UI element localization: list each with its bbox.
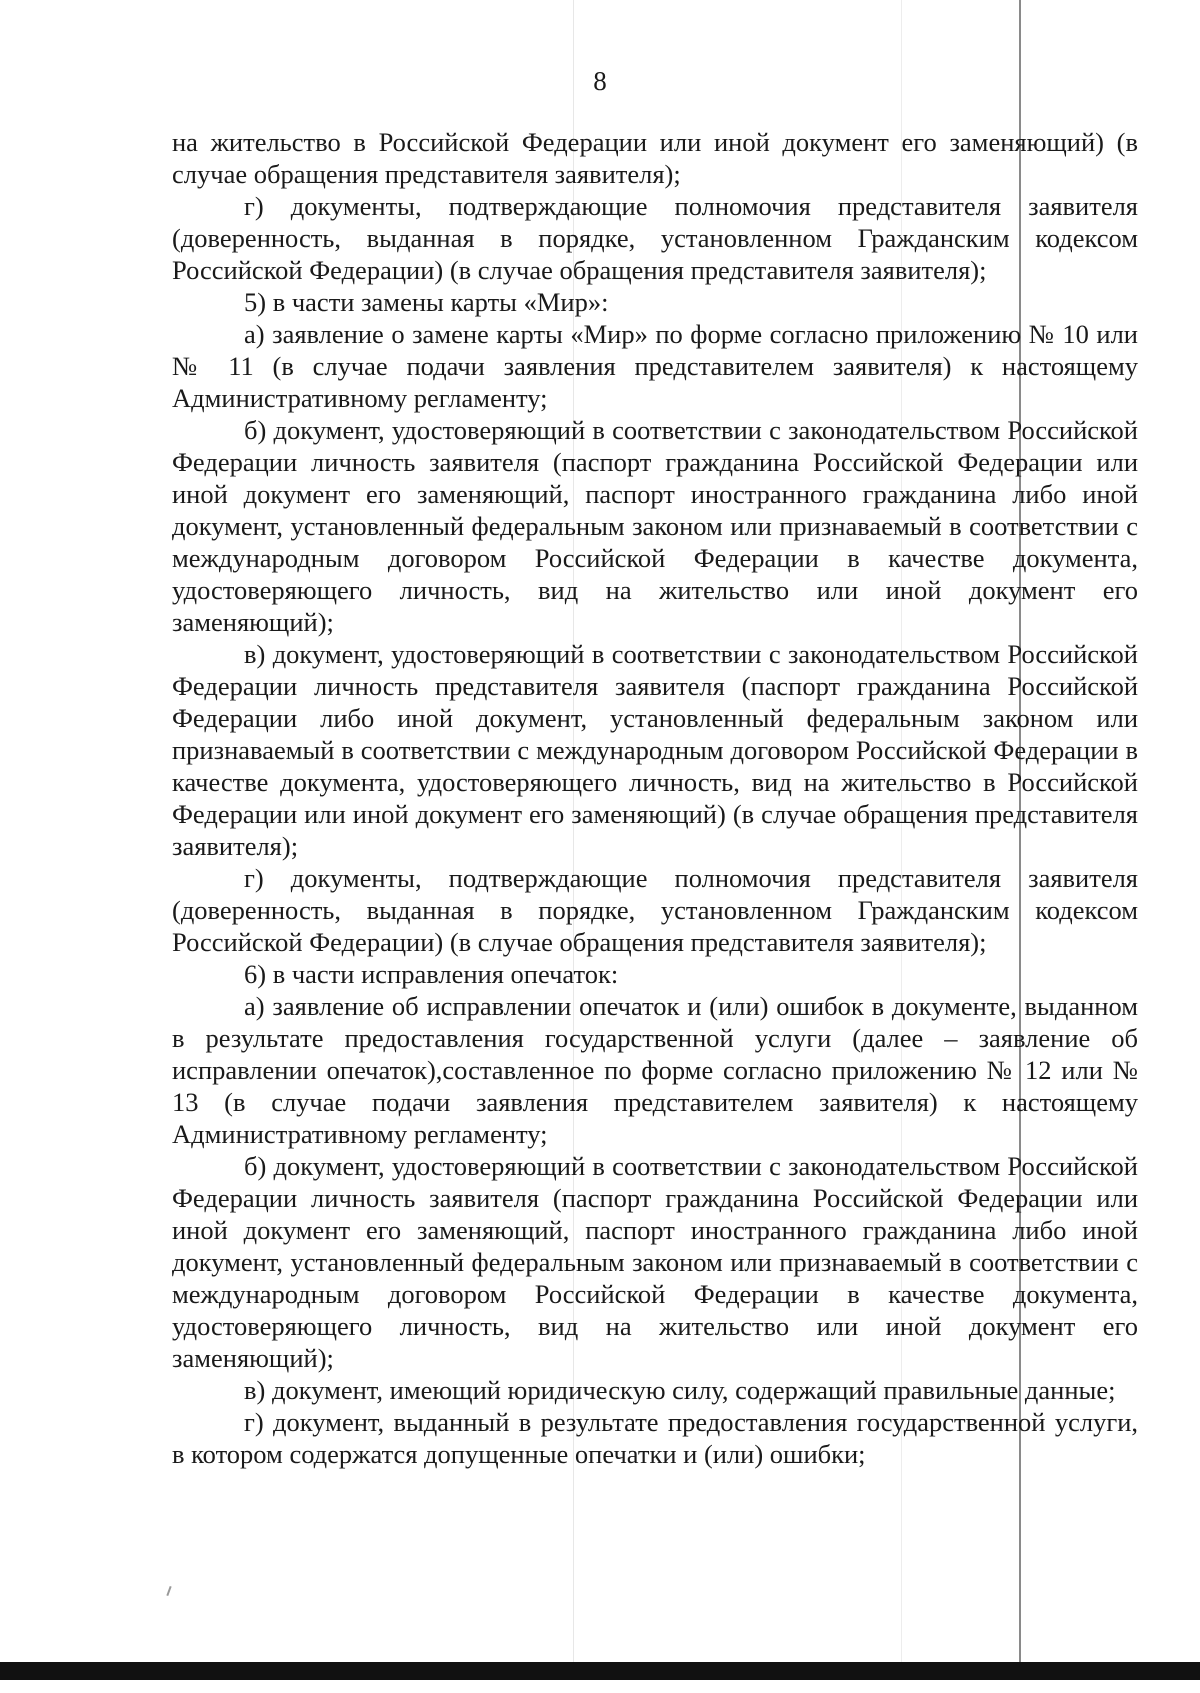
paragraph: а) заявление о замене карты «Мир» по форме согласно приложению № 10 или № 11 (в случае подачи заявления представителем заявителя) к настоящему Административному регламенту; — [172, 319, 1138, 413]
paragraph: г) документы, подтверждающие полномочия представителя заявителя (доверенность, выданная в порядке, установленном Гражданским кодексом Российской Федерации) (в случае обращения представителя заявителя); — [172, 863, 1138, 957]
paragraph: в) документ, удостоверяющий в соответствии с законодательством Российской Федерации личность представителя заявителя (паспорт гражданина Российской Федерации либо иной документ, установленный федеральным законом или признаваемый в соответствии с международным договором Российской Федерации в качестве документа, удостоверяющего личность, вид на жительство в Российской Федерации или иной документ его заменяющий) (в случае обращения представителя заявителя); — [172, 639, 1138, 861]
paragraph: в) документ, имеющий юридическую силу, содержащий правильные данные; — [244, 1375, 1116, 1405]
paragraph: 6) в части исправления опечаток: — [244, 959, 619, 989]
paragraph: г) документ, выданный в результате предоставления государственной услуги, в котором содержатся допущенные опечатки и (или) ошибки; — [172, 1407, 1138, 1469]
paragraph: б) документ, удостоверяющий в соответствии с законодательством Российской Федерации личность заявителя (паспорт гражданина Российской Федерации или иной документ его заменяющий, паспорт иностранного гражданина либо иной документ, установленный федеральным законом или признаваемый в соответствии с международным договором Российской Федерации в качестве документа, удостоверяющего личность, вид на жительство или иной документ его заменяющий); — [172, 1151, 1138, 1373]
scan-bottom-bar — [0, 1662, 1200, 1680]
paragraph: г) документы, подтверждающие полномочия представителя заявителя (доверенность, выданная в порядке, установленном Гражданским кодексом Российской Федерации) (в случае обращения представителя заявителя); — [172, 191, 1138, 285]
scan-speck — [166, 1586, 171, 1596]
paragraph: на жительство в Российской Федерации или иной документ его заменяющий) (в случае обращения представителя заявителя); — [172, 127, 1138, 189]
page-number: 8 — [593, 66, 607, 96]
paragraph: а) заявление об исправлении опечаток и (или) ошибок в документе, выданном в результате предоставления государственной услуги (далее – заявление об исправлении опечаток),составленное по форме согласно приложению № 12 или № 13 (в случае подачи заявления представителем заявителя) к настоящему Административному регламенту; — [172, 991, 1138, 1149]
paragraph: 5) в части замены карты «Мир»: — [244, 287, 609, 317]
document-body — [172, 126, 1138, 1470]
paragraph: б) документ, удостоверяющий в соответствии с законодательством Российской Федерации личность заявителя (паспорт гражданина Российской Федерации или иной документ его заменяющий, паспорт иностранного гражданина либо иной документ, установленный федеральным законом или признаваемый в соответствии с международным договором Российской Федерации в качестве документа, удостоверяющего личность, вид на жительство или иной документ его заменяющий); — [172, 415, 1138, 637]
